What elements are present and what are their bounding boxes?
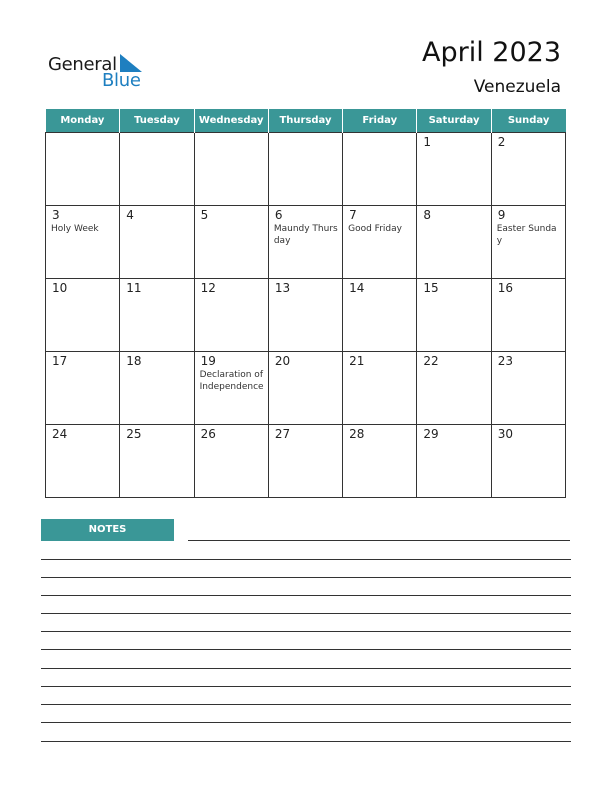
day-number: [46, 133, 119, 135]
weekday-header: Saturday: [417, 109, 491, 133]
day-number: [343, 133, 416, 135]
note-line[interactable]: [41, 649, 571, 650]
day-number: [195, 133, 268, 135]
day-cell[interactable]: [343, 206, 417, 279]
logo-text-general: General: [48, 54, 117, 75]
day-number: 9: [497, 208, 506, 222]
day-cell[interactable]: [120, 425, 194, 498]
day-cell[interactable]: [417, 425, 491, 498]
day-cell[interactable]: [491, 425, 565, 498]
calendar-grid: [45, 109, 566, 498]
day-number: 16: [497, 281, 513, 295]
page-title: April 2023: [421, 37, 561, 68]
notes-label: NOTES: [41, 519, 174, 541]
day-cell[interactable]: [120, 133, 194, 206]
day-number: 5: [200, 208, 209, 222]
day-cell[interactable]: [343, 352, 417, 425]
week-row: [46, 133, 566, 206]
day-number: [269, 133, 342, 135]
day-cell[interactable]: [417, 133, 491, 206]
day-number: 29: [423, 427, 439, 441]
day-cell[interactable]: [491, 206, 565, 279]
day-number: 30: [497, 427, 513, 441]
weekday-header: Monday: [46, 109, 120, 133]
day-cell[interactable]: [46, 279, 120, 352]
day-number: 7: [349, 208, 357, 222]
day-number: 10: [52, 281, 68, 295]
day-cell[interactable]: [46, 206, 120, 279]
week-row: [46, 352, 566, 425]
day-number: 3: [52, 208, 60, 222]
day-cell[interactable]: [46, 133, 120, 206]
day-cell[interactable]: [268, 279, 342, 352]
day-number: [120, 133, 193, 135]
day-cell[interactable]: [46, 352, 120, 425]
week-row: [46, 206, 566, 279]
note-line[interactable]: [41, 613, 571, 614]
day-cell[interactable]: [268, 425, 342, 498]
day-number: 13: [274, 281, 291, 295]
day-cell[interactable]: [343, 279, 417, 352]
day-cell[interactable]: [194, 352, 268, 425]
day-number: 21: [349, 354, 365, 368]
day-number: 15: [423, 281, 439, 295]
note-line[interactable]: [188, 540, 570, 541]
day-cell[interactable]: [417, 206, 491, 279]
day-cell[interactable]: [417, 279, 491, 352]
day-number: 4: [126, 208, 134, 222]
holiday-label: Holy Week: [51, 224, 99, 234]
week-row: [46, 279, 566, 352]
calendar-body: [46, 133, 566, 498]
note-line[interactable]: [41, 686, 571, 687]
holiday-label: Easter Sunday: [496, 224, 557, 246]
day-number: 23: [497, 354, 513, 368]
day-cell[interactable]: [194, 206, 268, 279]
day-cell[interactable]: [268, 206, 342, 279]
day-number: 24: [52, 427, 68, 441]
day-cell[interactable]: [194, 425, 268, 498]
day-number: 18: [126, 354, 142, 368]
country-subtitle: Venezuela: [473, 77, 561, 97]
weekday-header-row: [46, 109, 566, 133]
day-cell[interactable]: [120, 206, 194, 279]
logo: [48, 52, 148, 92]
day-cell[interactable]: [491, 133, 565, 206]
day-number: 17: [52, 354, 68, 368]
day-number: 1: [423, 135, 432, 149]
day-cell[interactable]: [194, 279, 268, 352]
week-row: [46, 425, 566, 498]
weekday-header: Tuesday: [120, 109, 194, 133]
day-number: 6: [274, 208, 283, 222]
day-cell[interactable]: [343, 425, 417, 498]
day-number: 14: [349, 281, 365, 295]
holiday-label: Declaration of Independence: [199, 370, 264, 392]
day-number: 26: [200, 427, 216, 441]
day-cell[interactable]: [120, 279, 194, 352]
weekday-header: Thursday: [268, 109, 342, 133]
day-number: 12: [200, 281, 216, 295]
weekday-header: Wednesday: [194, 109, 268, 133]
weekday-header: Friday: [343, 109, 417, 133]
weekday-header: Sunday: [491, 109, 565, 133]
logo-text-blue: Blue: [102, 70, 141, 91]
note-line[interactable]: [41, 559, 571, 560]
day-cell[interactable]: [417, 352, 491, 425]
day-number: 28: [349, 427, 365, 441]
note-line[interactable]: [41, 668, 571, 669]
note-line[interactable]: [41, 631, 571, 632]
note-line[interactable]: [41, 741, 571, 742]
day-cell[interactable]: [46, 425, 120, 498]
day-number: 19: [200, 354, 216, 368]
day-cell[interactable]: [268, 133, 342, 206]
day-number: 22: [423, 354, 439, 368]
holiday-label: Good Friday: [348, 224, 402, 234]
day-number: 25: [126, 427, 142, 441]
note-line[interactable]: [41, 722, 571, 723]
day-number: 2: [497, 135, 506, 149]
holiday-label: Maundy Thursday: [273, 224, 338, 246]
day-cell[interactable]: [491, 352, 565, 425]
day-number: 8: [423, 208, 432, 222]
note-line[interactable]: [41, 595, 571, 596]
note-line[interactable]: [41, 577, 571, 578]
day-cell[interactable]: [491, 279, 565, 352]
note-line[interactable]: [41, 704, 571, 705]
day-cell[interactable]: [268, 352, 342, 425]
day-cell[interactable]: [194, 133, 268, 206]
day-cell[interactable]: [343, 133, 417, 206]
day-number: 27: [274, 427, 291, 441]
day-number: 11: [126, 281, 142, 295]
day-number: 20: [274, 354, 291, 368]
day-cell[interactable]: [120, 352, 194, 425]
